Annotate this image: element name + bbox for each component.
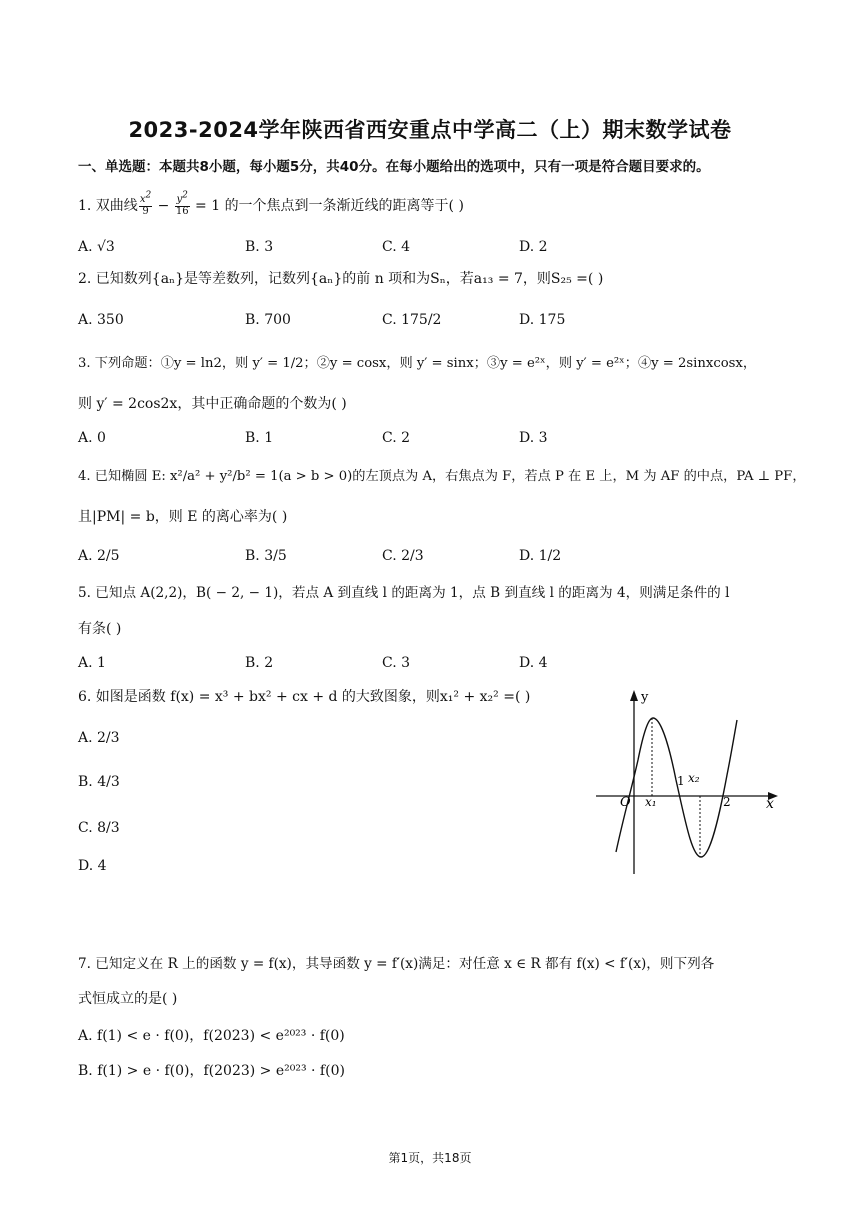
- q3-option-d: D. 3: [519, 430, 548, 446]
- function-graph: [590, 685, 790, 880]
- y-axis-arrow-icon: [630, 690, 638, 701]
- q5-option-d: D. 4: [519, 655, 548, 671]
- q2-option-c: C. 175/2: [382, 312, 442, 328]
- x1-label: x₁: [645, 795, 657, 809]
- q5-option-c: C. 3: [382, 655, 411, 671]
- question-6: 6. 如图是函数 f(x) = x³ + bx² + cx + d 的大致图象，则x₁² + x₂² =( ): [78, 689, 531, 705]
- q1-option-b: B. 3: [245, 239, 274, 255]
- question-1-prefix: 1. 双曲线: [78, 198, 138, 214]
- question-5-line2: 有条( ): [78, 621, 122, 637]
- section-heading: 一、单选题：本题共8小题，每小题5分，共40分。在每小题给出的选项中，只有一项是符合题目要求的。: [78, 159, 710, 175]
- page-title: 2023-2024学年陕西省西安重点中学高二（上）期末数学试卷: [128, 118, 732, 142]
- q3-option-c: C. 2: [382, 430, 411, 446]
- q4-option-b: B. 3/5: [245, 548, 287, 564]
- question-2: 2. 已知数列{aₙ}是等差数列，记数列{aₙ}的前 n 项和为Sₙ，若a₁₃ = 7，则S₂₅ =( ): [78, 271, 604, 287]
- question-7-line1: 7. 已知定义在 R 上的函数 y = f(x)，其导函数 y = f′(x)满足：对任意 x ∈ R 都有 f(x) < f′(x)，则下列各: [78, 956, 715, 972]
- origin-label: O: [620, 795, 631, 810]
- q3-option-a: A. 0: [78, 430, 106, 446]
- question-4-line1: 4. 已知椭圆 E: x²/a² + y²/b² = 1(a > b > 0)的左顶点为 A，右焦点为 F，若点 P 在 E 上，M 为 AF 的中点，PA ⊥ PF，: [78, 469, 806, 484]
- question-5-line1: 5. 已知点 A(2,2)，B( − 2, − 1)，若点 A 到直线 l 的距离为 1，点 B 到直线 l 的距离为 4，则满足条件的 l: [78, 585, 730, 601]
- tick-label-1: 1: [677, 774, 685, 788]
- q2-option-d: D. 175: [519, 312, 566, 328]
- q1-option-c: C. 4: [382, 239, 411, 255]
- q6-option-c: C. 8/3: [78, 820, 120, 836]
- x2-label: x₂: [688, 771, 700, 785]
- tick-label-2: 2: [723, 795, 731, 809]
- y-axis-label: y: [641, 690, 649, 705]
- q5-option-a: A. 1: [78, 655, 106, 671]
- question-1: 1. 双曲线 $\frac{x^2}{9}$ − $\frac{y^2}{16}$ = 1 的一个焦点到一条渐近线的距离等于( ): [78, 190, 464, 217]
- question-3-line1: 3. 下列命题：①y = ln2，则 y′ = 1/2；②y = cosx，则 y′ = sinx；③y = e²ˣ，则 y′ = e²ˣ；④y = 2sinxcosx，: [78, 356, 757, 371]
- q4-option-c: C. 2/3: [382, 548, 424, 564]
- q1-option-a: A. √3: [78, 239, 115, 255]
- q6-option-a: A. 2/3: [78, 730, 120, 746]
- page-footer: 第1页，共18页: [388, 1151, 472, 1165]
- x-axis-label: x: [766, 796, 774, 812]
- q6-option-d: D. 4: [78, 858, 107, 874]
- q4-option-a: A. 2/5: [78, 548, 120, 564]
- q2-option-b: B. 700: [245, 312, 291, 328]
- question-4-line2: 且|PM| = b，则 E 的离心率为( ): [78, 509, 288, 525]
- q7-option-a: A. f(1) < e · f(0)，f(2023) < e²⁰²³ · f(0): [78, 1028, 345, 1044]
- question-1-suffix: 的一个焦点到一条渐近线的距离等于( ): [224, 198, 464, 214]
- q1-option-d: D. 2: [519, 239, 548, 255]
- q5-option-b: B. 2: [245, 655, 274, 671]
- q3-option-b: B. 1: [245, 430, 274, 446]
- q6-option-b: B. 4/3: [78, 774, 120, 790]
- q4-option-d: D. 1/2: [519, 548, 562, 564]
- question-3-line2: 则 y′ = 2cos2x，其中正确命题的个数为( ): [78, 396, 347, 412]
- question-7-line2: 式恒成立的是( ): [78, 991, 178, 1007]
- q7-option-b: B. f(1) > e · f(0)，f(2023) > e²⁰²³ · f(0): [78, 1063, 345, 1079]
- q2-option-a: A. 350: [78, 312, 124, 328]
